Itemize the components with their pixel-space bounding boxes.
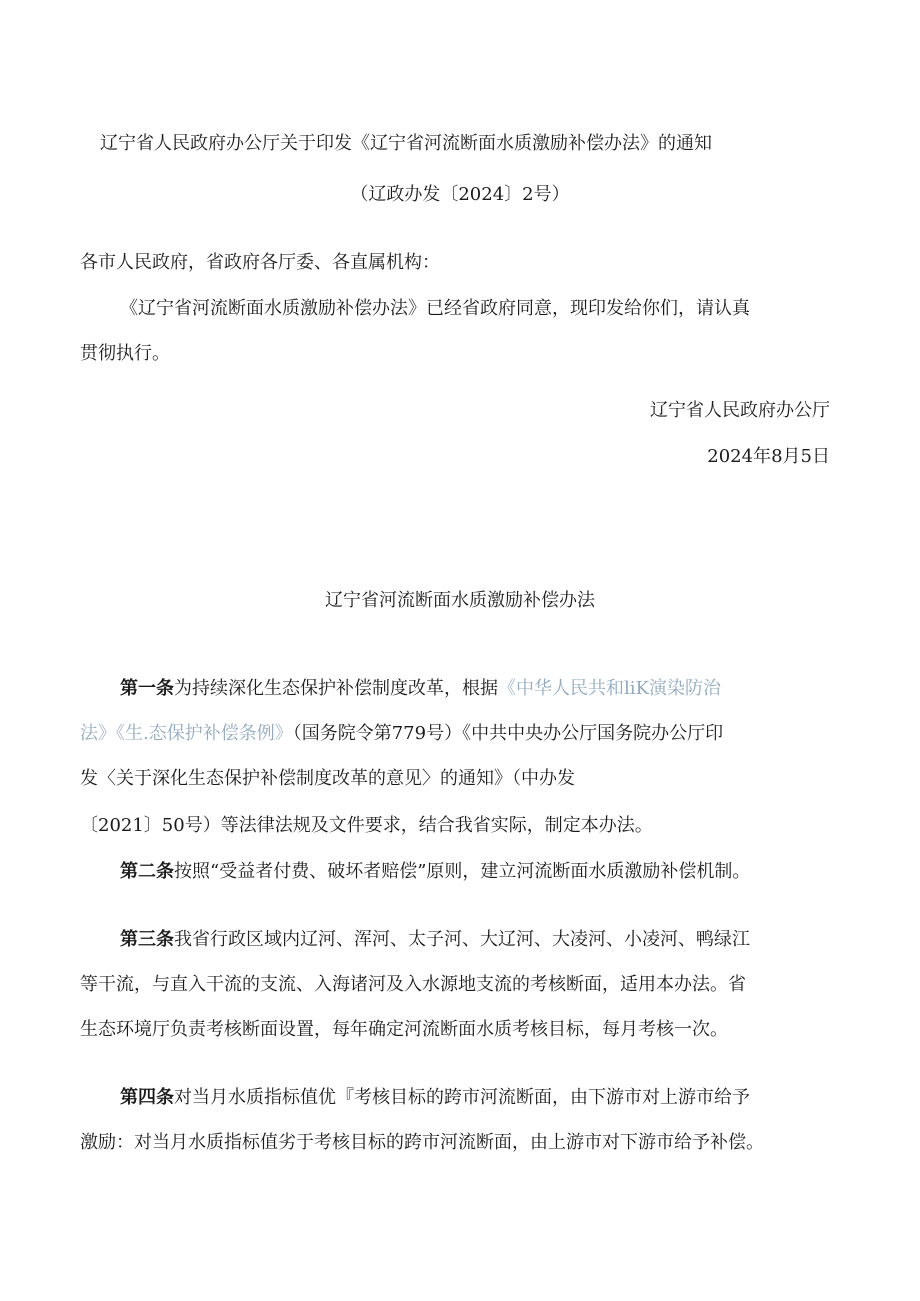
article-3-line-1 bbox=[120, 929, 750, 951]
salutation: 各市人民政府，省政府各厅委、各直属机构： bbox=[80, 252, 440, 273]
article-1-line-2 bbox=[80, 723, 723, 745]
article-1-label: 第一条 bbox=[120, 678, 174, 699]
article-4-line-2: 激励：对当月水质指标值劣于考核目标的跨市河流断面，由上游市对下游市给予补偿。 bbox=[80, 1132, 764, 1153]
article-2 bbox=[120, 861, 750, 883]
article-1-line-4: 〔2021〕50号）等法律法规及文件要求，结合我省实际，制定本办法。 bbox=[80, 815, 653, 836]
notice-body-line-2: 贯彻执行。 bbox=[80, 343, 170, 364]
article-3-line-3: 生态环境厅负责考核断面设置，每年确定河流断面水质考核目标，每月考核一次。 bbox=[80, 1019, 728, 1040]
article-3-label: 第三条 bbox=[120, 929, 174, 950]
law-link-eco-compensation[interactable]: 法》《生.态保护补偿条例》 bbox=[80, 723, 293, 744]
article-4-line-1 bbox=[120, 1087, 750, 1109]
article-2-text: 按照“受益者付费、破坏者赔偿”原则，建立河流断面水质激励补偿机制。 bbox=[174, 861, 751, 882]
article-1-line-1 bbox=[120, 678, 721, 700]
measures-title: 辽宁省河流断面水质激励补偿办法 bbox=[325, 590, 595, 611]
article-1-text: 为持续深化生态保护补偿制度改革，根据 bbox=[174, 678, 498, 699]
article-3-text: 我省行政区域内辽河、浑河、太子河、大辽河、大凌河、小凌河、鸭绿江 bbox=[174, 929, 750, 950]
issue-date: 2024年8月5日 bbox=[707, 446, 830, 467]
article-3-line-2: 等干流，与直入干流的支流、入海诸河及入水源地支流的考核断面，适用本办法。省 bbox=[80, 974, 746, 995]
article-1-line-3: 发〈关于深化生态保护补偿制度改革的意见〉的通知》（中办发 bbox=[80, 768, 575, 789]
issuer: 辽宁省人民政府办公厅 bbox=[650, 400, 830, 421]
article-4-label: 第四条 bbox=[120, 1087, 174, 1108]
notice-title: 辽宁省人民政府办公厅关于印发《辽宁省河流断面水质激励补偿办法》的通知 bbox=[100, 133, 712, 154]
article-1-text-2: （国务院令第779号）《中共中央办公厅国务院办公厅印 bbox=[292, 723, 724, 744]
doc-number: （辽政办发〔2024〕2号） bbox=[350, 184, 570, 205]
article-4-text: 对当月水质指标值优『考核目标的跨市河流断面，由下游市对上游市给予 bbox=[174, 1087, 750, 1108]
law-link-water-pollution[interactable]: 《中华人民共和liK演染防治 bbox=[498, 678, 721, 699]
article-2-label: 第二条 bbox=[120, 861, 174, 882]
notice-body-line-1: 《辽宁省河流断面水质激励补偿办法》已经省政府同意，现印发给你们，请认真 bbox=[120, 298, 750, 319]
